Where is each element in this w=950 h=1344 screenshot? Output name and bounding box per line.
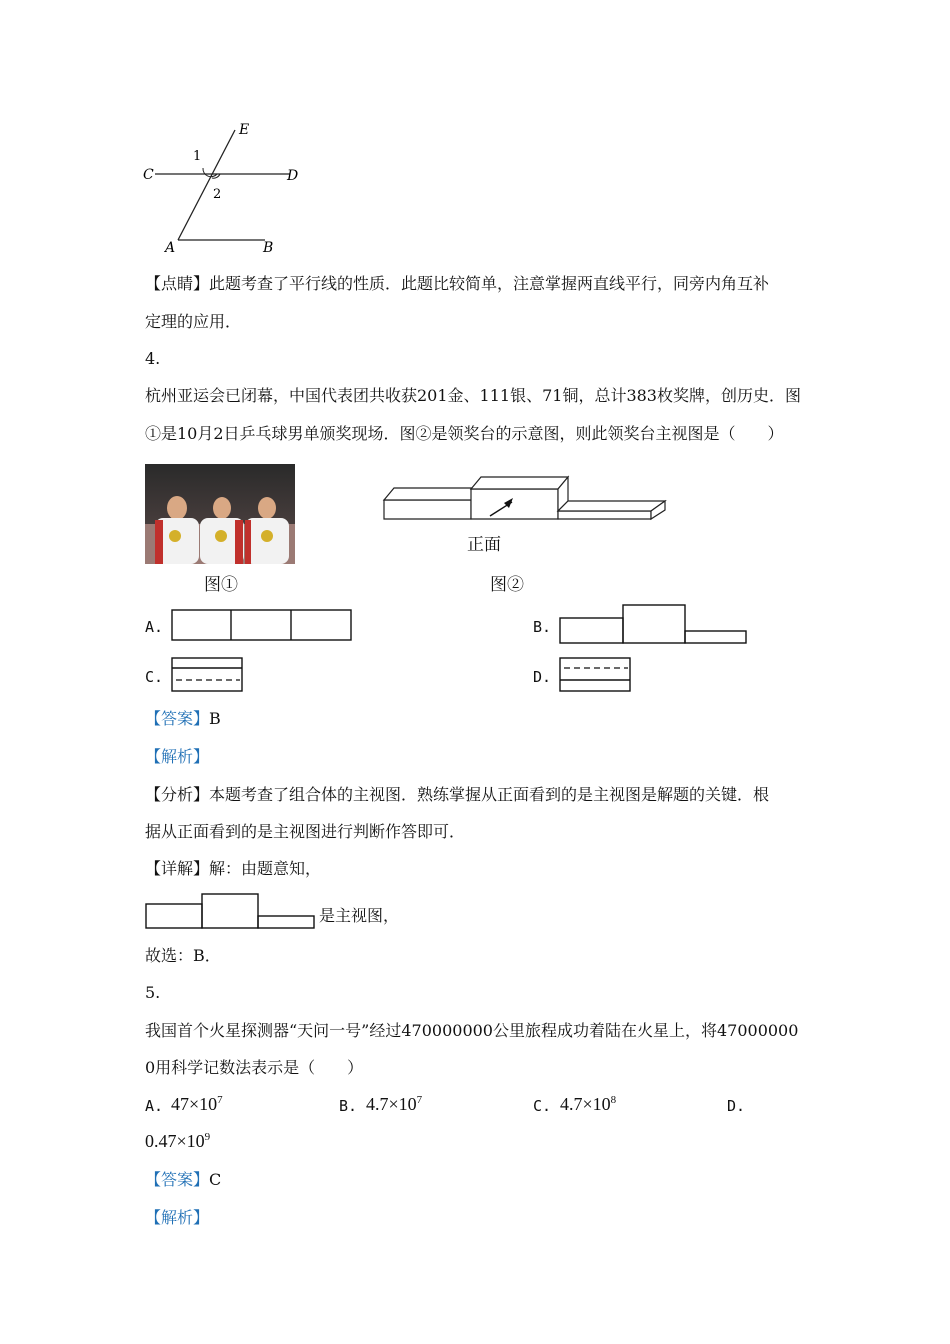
option-d-figure[interactable]: [558, 656, 633, 693]
label-e: E: [239, 122, 250, 138]
dianjing-tag: 【点睛】: [145, 274, 210, 293]
q4-stem-line1: 杭州亚运会已闭幕，中国代表团共收获201金、111银、71铜，总计383枚奖牌，创历史．图: [145, 386, 801, 405]
label-c: C: [143, 167, 154, 183]
angle-2-label: 2: [213, 187, 222, 202]
q5-jiexi-tag: 【解析】: [145, 1208, 210, 1227]
q4-conclusion: 故选：B．: [145, 946, 221, 965]
q5-answer: [145, 1170, 221, 1190]
q4-stem-line2: ①是10月2日乒乓球男单颁奖现场．图②是领奖台的示意图，则此领奖台主视图是（ ）: [145, 424, 784, 443]
angle-1-label: 1: [193, 149, 202, 164]
q4-number: 4.: [145, 349, 161, 368]
option-a-figure[interactable]: [170, 608, 355, 643]
q5-stem-line2: 0用科学记数法表示是（ ）: [145, 1058, 364, 1077]
q4-answer: [145, 709, 221, 729]
q5-option-d-label[interactable]: D.: [727, 1097, 746, 1115]
fig2-caption: 图②: [490, 575, 524, 595]
q4-fenxi-line1: 【分析】本题考查了组合体的主视图．熟练掌握从正面看到的是主视图是解题的关键．根: [145, 785, 770, 804]
fig1-caption: 图①: [204, 575, 238, 595]
podium-diagram: [380, 470, 680, 555]
label-a: A: [165, 240, 176, 256]
q5-number: 5.: [145, 983, 161, 1002]
main-view-text: 是主视图，: [319, 906, 400, 925]
option-c-figure[interactable]: [170, 656, 245, 693]
option-d-label[interactable]: D.: [533, 668, 552, 686]
q5-option-a-label[interactable]: A.: [145, 1097, 164, 1115]
option-b-label[interactable]: B.: [533, 618, 552, 636]
q4-fenxi-line2: 据从正面看到的是主视图进行判断作答即可．: [145, 822, 466, 841]
option-b-figure[interactable]: [558, 603, 750, 646]
xiangjie-tag: 【详解】: [145, 859, 210, 878]
q5-option-d-value[interactable]: $0.47\times 10^9$: [145, 1131, 211, 1151]
q5-option-b-value[interactable]: $4.7\times 10^7$: [366, 1094, 423, 1114]
q3-dianjing-line1: 【点睛】此题考查了平行线的性质．此题比较简单，注意掌握两直线平行，同旁内角互补: [145, 274, 770, 293]
award-ceremony-photo: [145, 464, 295, 564]
q5-option-b-label[interactable]: B.: [339, 1097, 358, 1115]
q5-option-c-value[interactable]: $4.7\times 10^8$: [560, 1094, 617, 1114]
q5-stem-line1: 我国首个火星探测器“天问一号”经过470000000公里旅程成功着陆在火星上，将47000000: [145, 1021, 799, 1040]
front-label: 正面: [467, 535, 501, 555]
main-view-figure: [145, 892, 317, 930]
parallel-lines-figure: [135, 118, 315, 258]
answer-value: B: [209, 709, 221, 728]
answer-tag: 【答案】: [145, 1170, 210, 1189]
q5-option-c-label[interactable]: C.: [533, 1097, 552, 1115]
answer-tag: 【答案】: [145, 709, 210, 728]
q3-dianjing-line2: 定理的应用．: [145, 312, 242, 331]
label-b: B: [263, 240, 274, 256]
option-c-label[interactable]: C.: [145, 668, 164, 686]
q4-jiexi-tag: 【解析】: [145, 747, 210, 766]
answer-value: C: [209, 1170, 222, 1189]
fenxi-tag: 【分析】: [145, 785, 210, 804]
option-a-label[interactable]: A.: [145, 618, 164, 636]
q4-xiangjie: 【详解】解：由题意知，: [145, 859, 322, 878]
q5-option-a-value[interactable]: $47\times 10^7$: [171, 1094, 223, 1114]
label-d: D: [287, 168, 299, 184]
